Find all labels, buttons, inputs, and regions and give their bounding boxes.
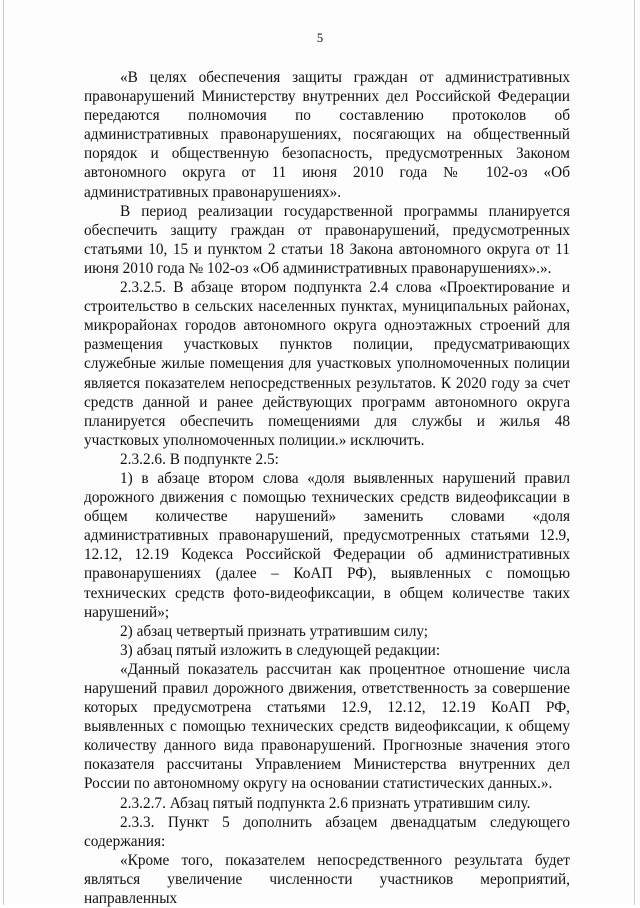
paragraph-item-3: 3) абзац пятый изложить в следующей редакции: — [120, 641, 441, 659]
scan-edge-right — [634, 0, 635, 905]
paragraph-protocol-powers: «В целях обеспечения защиты граждан от административных правонарушений Министерству внутренних дел Российской Федерации передаются полномочия по составлению протоколов об административных правонарушениях, посягающих на общественный порядок и общественную безопасность, предусмотренных Законом автономного округа от 11 июня 2010 года № 102-оз «Об административных правонарушениях». — [84, 69, 570, 201]
paragraph-item-1: 1) в абзаце втором слова «доля выявленных нарушений правил дорожного движения с помощью технических средств видеофиксации в общем количестве нарушений» заменить словами «доля административных правонарушений, предусмотренных статьями 12.9, 12.12, 12.19 Кодекса Российской Федерации об административных правонарушениях (далее – КоАП РФ), выявленных с помощью технических средств фото-видеофиксации, в общем количестве таких нарушений»; — [84, 469, 570, 621]
paragraph-item-2: 2) абзац четвертый признать утратившим силу; — [120, 622, 429, 640]
paragraph-2-3-3: 2.3.3. Пункт 5 дополнить абзацем двенадцатым следующего содержания: — [84, 813, 570, 850]
page-number: 5 — [316, 31, 324, 45]
document-body — [84, 68, 570, 908]
paragraph-2-3-2-7: 2.3.2.7. Абзац пятый подпункта 2.6 признать утратившим силу. — [120, 794, 531, 812]
scan-edge-left — [3, 0, 4, 905]
paragraph-program-protection: В период реализации государственной программы планируется обеспечить защиту граждан от правонарушений, предусмотренных статьями 10, 15 и пунктом 2 статьи 18 Закона автономного округа от 11 июня 2010 года № 102-оз «Об административных правонарушениях».». — [84, 202, 570, 277]
paragraph-additional-indicator: «Кроме того, показателем непосредственного результата будет являться увеличение численности участников мероприятий, направленных — [84, 851, 570, 908]
paragraph-2-3-2-6: 2.3.2.6. В подпункте 2.5: — [120, 450, 279, 468]
paragraph-2-3-2-5: 2.3.2.5. В абзаце втором подпункта 2.4 слова «Проектирование и строительство в сельских населенных пунктах, муниципальных районах, микрорайонах городов автономного округа одноэтажных строений для размещения участковых пунктов полиции, предусматривающих служебные жилые помещения для участковых уполномоченных полиции является показателем непосредственных результатов. К 2020 году за счет средств данной и ранее действующих программ автономного округа планируется обеспечить помещениями для службы и жилья 48 участковых уполномоченных полиции.» исключить. — [84, 279, 570, 449]
paragraph-indicator-definition: «Данный показатель рассчитан как процентное отношение числа нарушений правил дорожного движения, ответственность за совершение которых предусмотрена статьями 12.9, 12.12, 12.19 КоАП РФ, выявленных с помощью технических средств видеофиксации, к общему количеству данного вида правонарушений. Прогнозные значения этого показателя рассчитаны Управлением Министерства внутренних дел России по автономному округу на основании статистических данных.». — [84, 660, 570, 793]
